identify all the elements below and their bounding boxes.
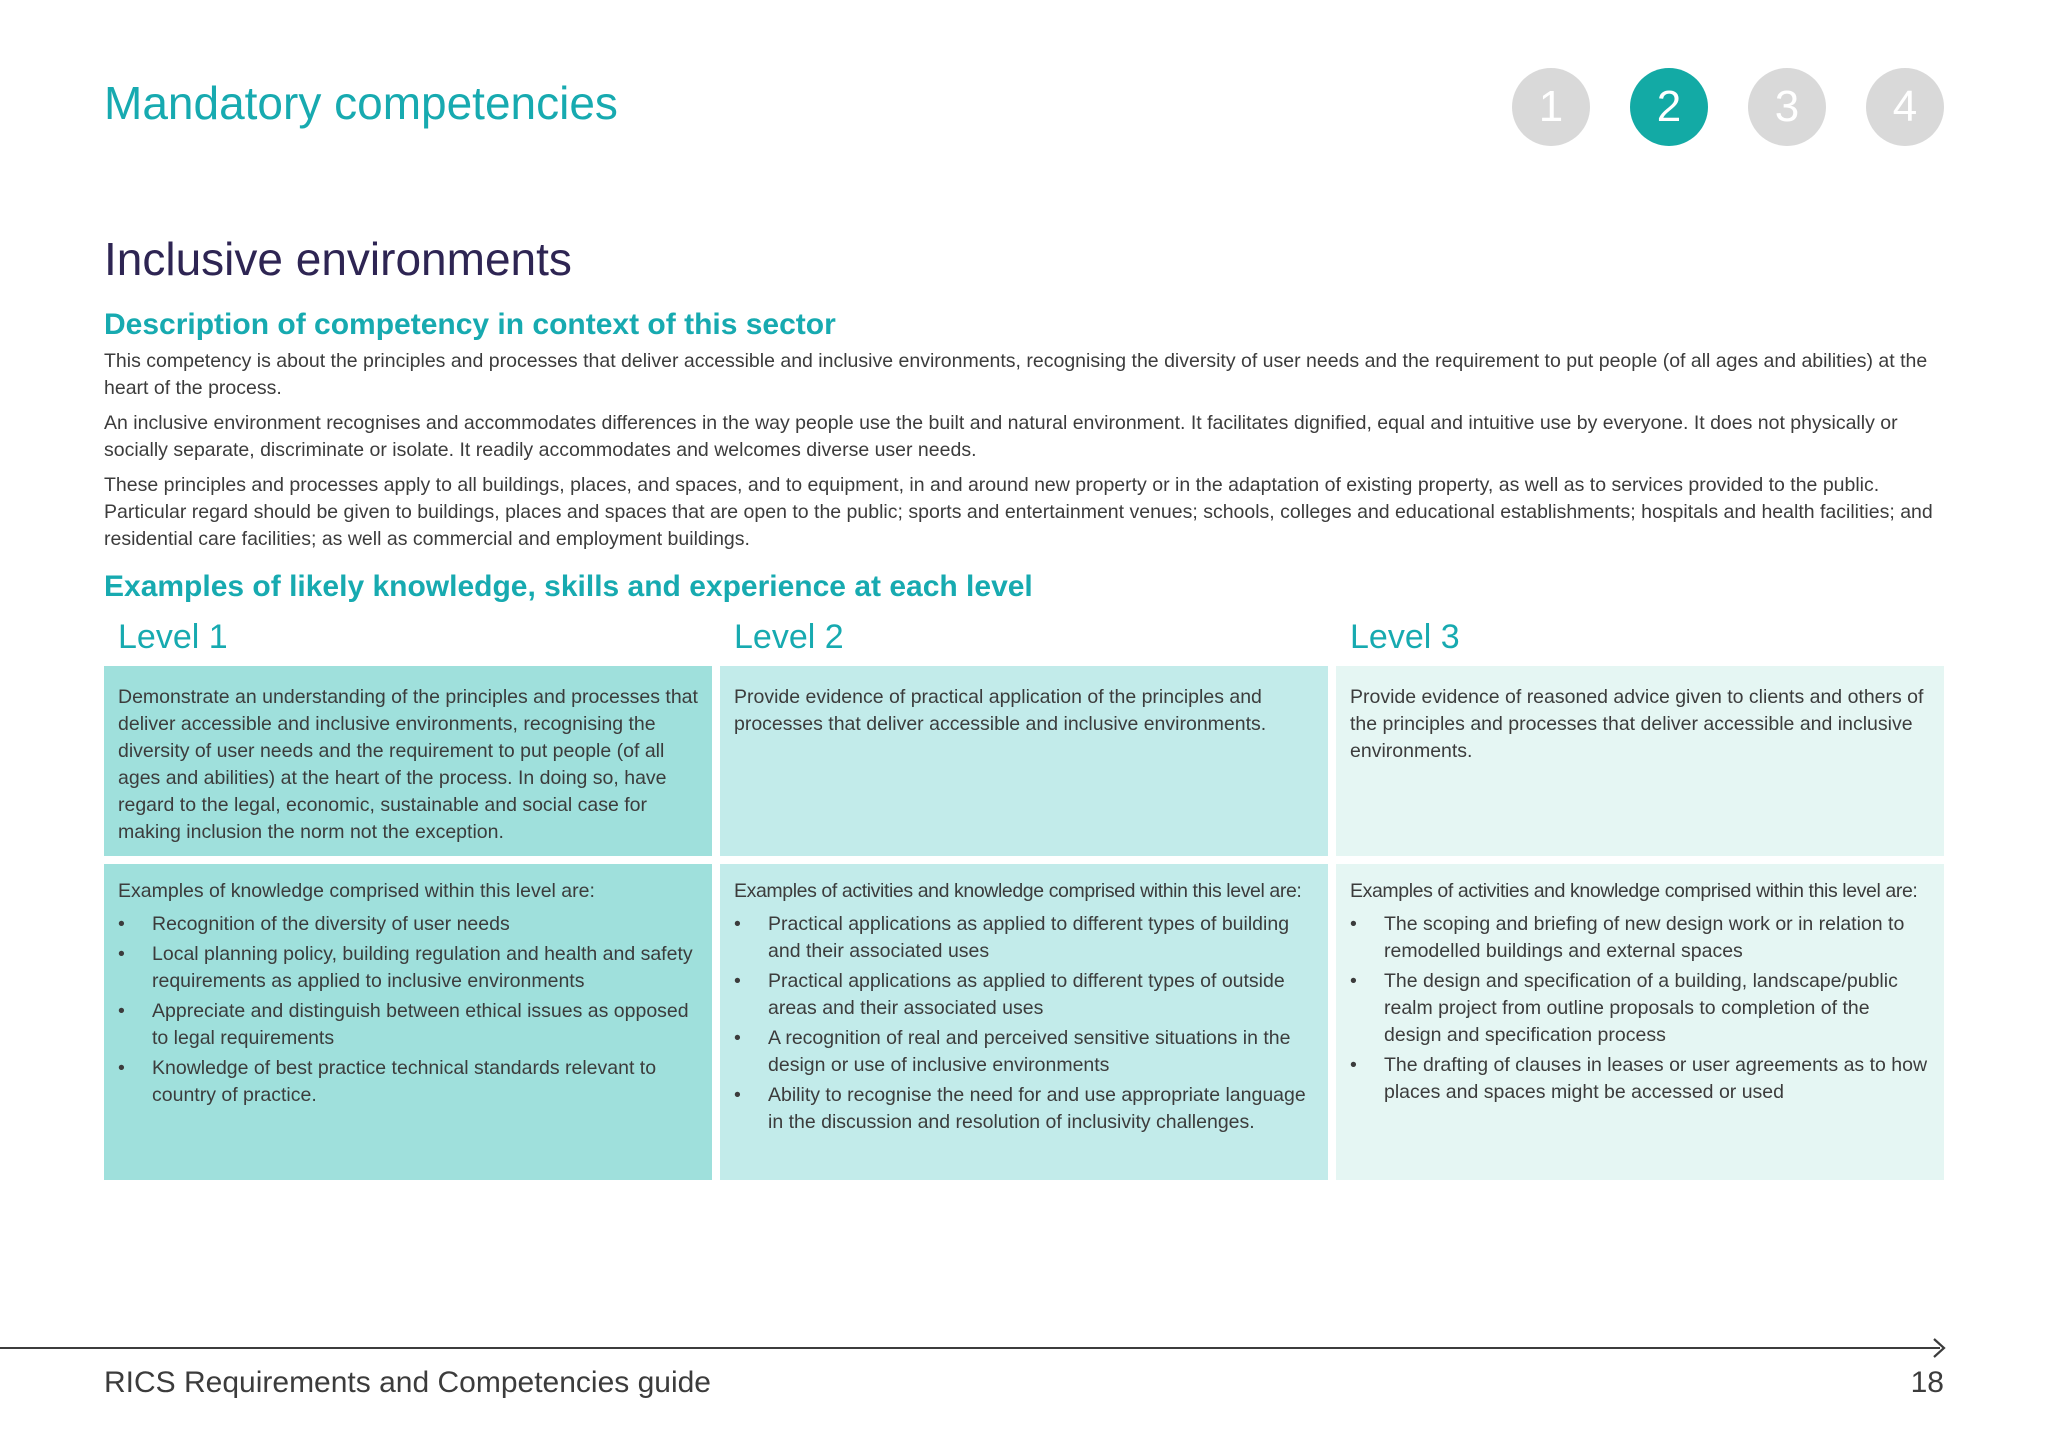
list-item: • Knowledge of best practice technical standards relevant to country of practice. bbox=[152, 1055, 698, 1109]
level-description-row bbox=[104, 666, 1944, 856]
examples-heading: Examples of likely knowledge, skills and experience at each level bbox=[104, 570, 1033, 603]
description-paragraph: These principles and processes apply to all buildings, places, and spaces, and to equipment, in and around new property or in the adaptation of existing property, as well as to services provided to the public. Particular regard should be given to buildings, places and spaces that are open to the public; sports and entertainment venues; schools, colleges and educational establishments; hospitals and health facilities; and residential care facilities; as well as commercial and employment buildings. bbox=[104, 474, 1933, 550]
levels-table bbox=[104, 618, 1944, 1188]
nav-step-1-button[interactable]: 1 bbox=[1512, 68, 1590, 146]
examples-intro: Examples of activities and knowledge comprised within this level are: bbox=[1350, 880, 1918, 902]
level-3-examples bbox=[1336, 864, 1944, 1180]
list-item: • Local planning policy, building regulation and health and safety requirements as applied to inclusive environments bbox=[152, 941, 698, 995]
examples-list bbox=[734, 911, 1314, 1136]
description-paragraph: This competency is about the principles and processes that deliver accessible and inclusive environments, recognising the diversity of user needs and the requirement to put people (of all ages and abilities) at the heart of the process. bbox=[104, 350, 1928, 399]
level-1-description: Demonstrate an understanding of the principles and processes that deliver accessible and inclusive environments, recognising the diversity of user needs and the requirement to put people (of all ages and abilities) at the heart of the process. In doing so, have regard to the legal, economic, sustainable and social case for making inclusion the norm not the exception. bbox=[104, 666, 712, 856]
footer-title: RICS Requirements and Competencies guide bbox=[104, 1366, 711, 1399]
nav-step-2-button[interactable]: 2 bbox=[1630, 68, 1708, 146]
level-examples-row bbox=[104, 864, 1944, 1180]
list-item: • Recognition of the diversity of user needs bbox=[152, 911, 698, 938]
level-2-header: Level 2 bbox=[734, 618, 844, 656]
list-item: • A recognition of real and perceived sensitive situations in the design or use of inclusive environments bbox=[768, 1025, 1314, 1079]
list-item: • Practical applications as applied to different types of outside areas and their associated uses bbox=[768, 968, 1314, 1022]
section-title: Inclusive environments bbox=[104, 233, 572, 285]
examples-list bbox=[1350, 911, 1930, 1106]
list-item: • Practical applications as applied to different types of building and their associated uses bbox=[768, 911, 1314, 965]
description-block bbox=[104, 308, 1946, 561]
level-2-description: Provide evidence of practical application of the principles and processes that deliver accessible and inclusive environments. bbox=[720, 666, 1328, 856]
list-item: • Appreciate and distinguish between ethical issues as opposed to legal requirements bbox=[152, 998, 698, 1052]
page-title: Mandatory competencies bbox=[104, 77, 618, 129]
footer-divider bbox=[0, 1347, 1940, 1349]
list-item: • The drafting of clauses in leases or user agreements as to how places and spaces might be accessed or used bbox=[1384, 1052, 1930, 1106]
section-nav bbox=[1512, 68, 1944, 146]
description-heading: Description of competency in context of this sector bbox=[104, 308, 836, 341]
level-1-header: Level 1 bbox=[118, 618, 228, 656]
level-3-description: Provide evidence of reasoned advice given to clients and others of the principles and processes that deliver accessible and inclusive environments. bbox=[1336, 666, 1944, 856]
page-number: 18 bbox=[1910, 1366, 1944, 1399]
examples-intro: Examples of activities and knowledge comprised within this level are: bbox=[734, 880, 1302, 902]
examples-intro: Examples of knowledge comprised within this level are: bbox=[118, 880, 595, 902]
level-1-examples bbox=[104, 864, 712, 1180]
list-item: • Ability to recognise the need for and use appropriate language in the discussion and resolution of inclusivity challenges. bbox=[768, 1082, 1314, 1136]
examples-list bbox=[118, 911, 698, 1109]
nav-step-3-button[interactable]: 3 bbox=[1748, 68, 1826, 146]
level-headers bbox=[104, 618, 1944, 666]
level-2-examples bbox=[720, 864, 1328, 1180]
arrow-right-icon[interactable] bbox=[1928, 1337, 1950, 1359]
nav-step-4-button[interactable]: 4 bbox=[1866, 68, 1944, 146]
list-item: • The scoping and briefing of new design work or in relation to remodelled buildings and external spaces bbox=[1384, 911, 1930, 965]
description-paragraph: An inclusive environment recognises and accommodates differences in the way people use the built and natural environment. It facilitates dignified, equal and intuitive use by everyone. It does not physically or socially separate, discriminate or isolate. It readily accommodates and welcomes diverse user needs. bbox=[104, 412, 1898, 461]
level-3-header: Level 3 bbox=[1350, 618, 1460, 656]
list-item: • The design and specification of a building, landscape/public realm project from outline proposals to completion of the design and specification process bbox=[1384, 968, 1930, 1049]
